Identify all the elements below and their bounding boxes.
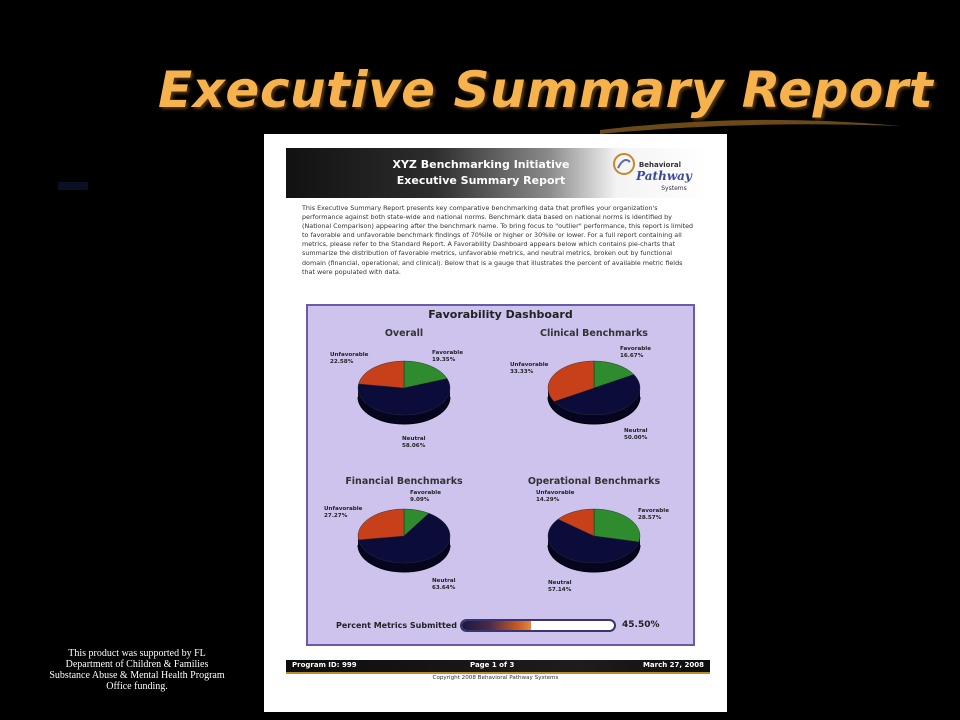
label-unfavorable	[536, 490, 574, 504]
label-favorable-value: 28.57%	[638, 515, 662, 521]
label-favorable	[638, 508, 669, 522]
label-favorable-name: Favorable	[410, 490, 442, 496]
report-header-subtitle: Executive Summary Report	[396, 174, 566, 187]
label-neutral-value: 50.00%	[624, 435, 648, 441]
label-unfavorable-value: 22.58%	[330, 359, 354, 365]
pie-title: Overall	[384, 328, 424, 339]
gauge-track	[460, 619, 616, 632]
label-unfavorable-name: Unfavorable	[330, 352, 369, 358]
favorability-dashboard	[306, 304, 695, 646]
label-neutral-name: Neutral	[402, 436, 426, 442]
gauge-fill	[462, 621, 531, 630]
logo-text-2: Pathway	[636, 169, 692, 183]
label-unfavorable	[330, 352, 368, 366]
label-favorable-name: Favorable	[620, 346, 652, 352]
report-intro-text: This Executive Summary Report presents key comparative benchmarking data that profiles your organization's performance against both state-wide and national norms. Benchmark data based on national norms is identified by (National Comparison) appearing after the benchmark name. To bring focus to "outlier" performance, this report is limited to favorable and unfavorable benchmark findings of 70%ile or higher or 30%ile or lower. For a full report containing all metrics, please refer to the Standard Report. A Favorability Dashboard appears below which contains pie-charts that summarize the distribution of favorable metrics, unfavorable metrics, and neutral metrics, broken out by functional domain (financial, operational, and clinical). Below that is a gauge that illustrates the percent of available metric fields that were populated with data.	[302, 204, 694, 276]
label-unfavorable-value: 33.33%	[510, 369, 534, 375]
pie-chart-financial	[354, 494, 454, 584]
behavioral-pathway-logo	[604, 150, 708, 196]
label-neutral	[432, 578, 456, 592]
report-footer-bar	[286, 660, 710, 674]
label-neutral	[624, 428, 648, 442]
report-header-title: XYZ Benchmarking Initiative	[392, 158, 570, 171]
label-neutral-value: 63.64%	[432, 585, 456, 591]
gauge-value: 45.50%	[622, 620, 660, 630]
label-favorable-value: 9.09%	[410, 497, 430, 503]
label-unfavorable-name: Unfavorable	[324, 506, 363, 512]
label-neutral-name: Neutral	[548, 580, 572, 586]
decorative-mark	[58, 182, 88, 190]
pie-block-clinical	[504, 328, 684, 468]
pie-title: Clinical Benchmarks	[540, 328, 648, 339]
label-neutral-name: Neutral	[432, 578, 456, 584]
label-favorable-value: 16.67%	[620, 353, 644, 359]
label-neutral-name: Neutral	[624, 428, 648, 434]
label-neutral	[402, 436, 426, 450]
pie-title: Operational Benchmarks	[527, 476, 661, 487]
logo-text-1: Behavioral	[638, 161, 682, 169]
label-unfavorable-value: 27.27%	[324, 513, 348, 519]
slide-title: Executive Summary Report	[158, 61, 934, 119]
label-unfavorable-name: Unfavorable	[510, 362, 549, 368]
page-number: Page 1 of 3	[470, 661, 515, 669]
logo-text-3: Systems	[661, 185, 687, 192]
funding-note: This product was supported by FL Department of Children & Families Substance Abuse & Mental Health Program Office funding.	[49, 648, 225, 692]
pie-slice-unfavorable	[358, 509, 404, 540]
report-page-image	[264, 134, 727, 712]
label-favorable	[410, 490, 441, 504]
label-unfavorable	[510, 362, 548, 376]
label-unfavorable-value: 14.29%	[536, 497, 560, 503]
label-favorable-value: 19.35%	[432, 357, 456, 363]
pie-block-financial	[314, 476, 494, 616]
label-favorable-name: Favorable	[432, 350, 464, 356]
label-unfavorable	[324, 506, 362, 520]
label-unfavorable-name: Unfavorable	[536, 490, 575, 496]
label-favorable-name: Favorable	[638, 508, 670, 514]
pie-chart-operational	[544, 494, 644, 584]
label-favorable	[620, 346, 651, 360]
copyright-text: Copyright 2008 Behavioral Pathway Systems	[432, 675, 559, 681]
pie-block-operational	[504, 476, 684, 616]
report-date: March 27, 2008	[642, 661, 704, 669]
program-id: Program ID: 999	[292, 661, 357, 669]
label-neutral-value: 58.06%	[402, 443, 426, 449]
label-neutral	[548, 580, 572, 594]
pie-title: Financial Benchmarks	[345, 476, 463, 487]
gauge-label: Percent Metrics Submitted	[336, 621, 457, 630]
pie-block-overall	[314, 328, 494, 468]
metrics-gauge-row	[308, 618, 693, 638]
report-header	[286, 148, 710, 198]
dashboard-title: Favorability Dashboard	[428, 308, 573, 321]
label-favorable	[432, 350, 463, 364]
label-neutral-value: 57.14%	[548, 587, 572, 593]
